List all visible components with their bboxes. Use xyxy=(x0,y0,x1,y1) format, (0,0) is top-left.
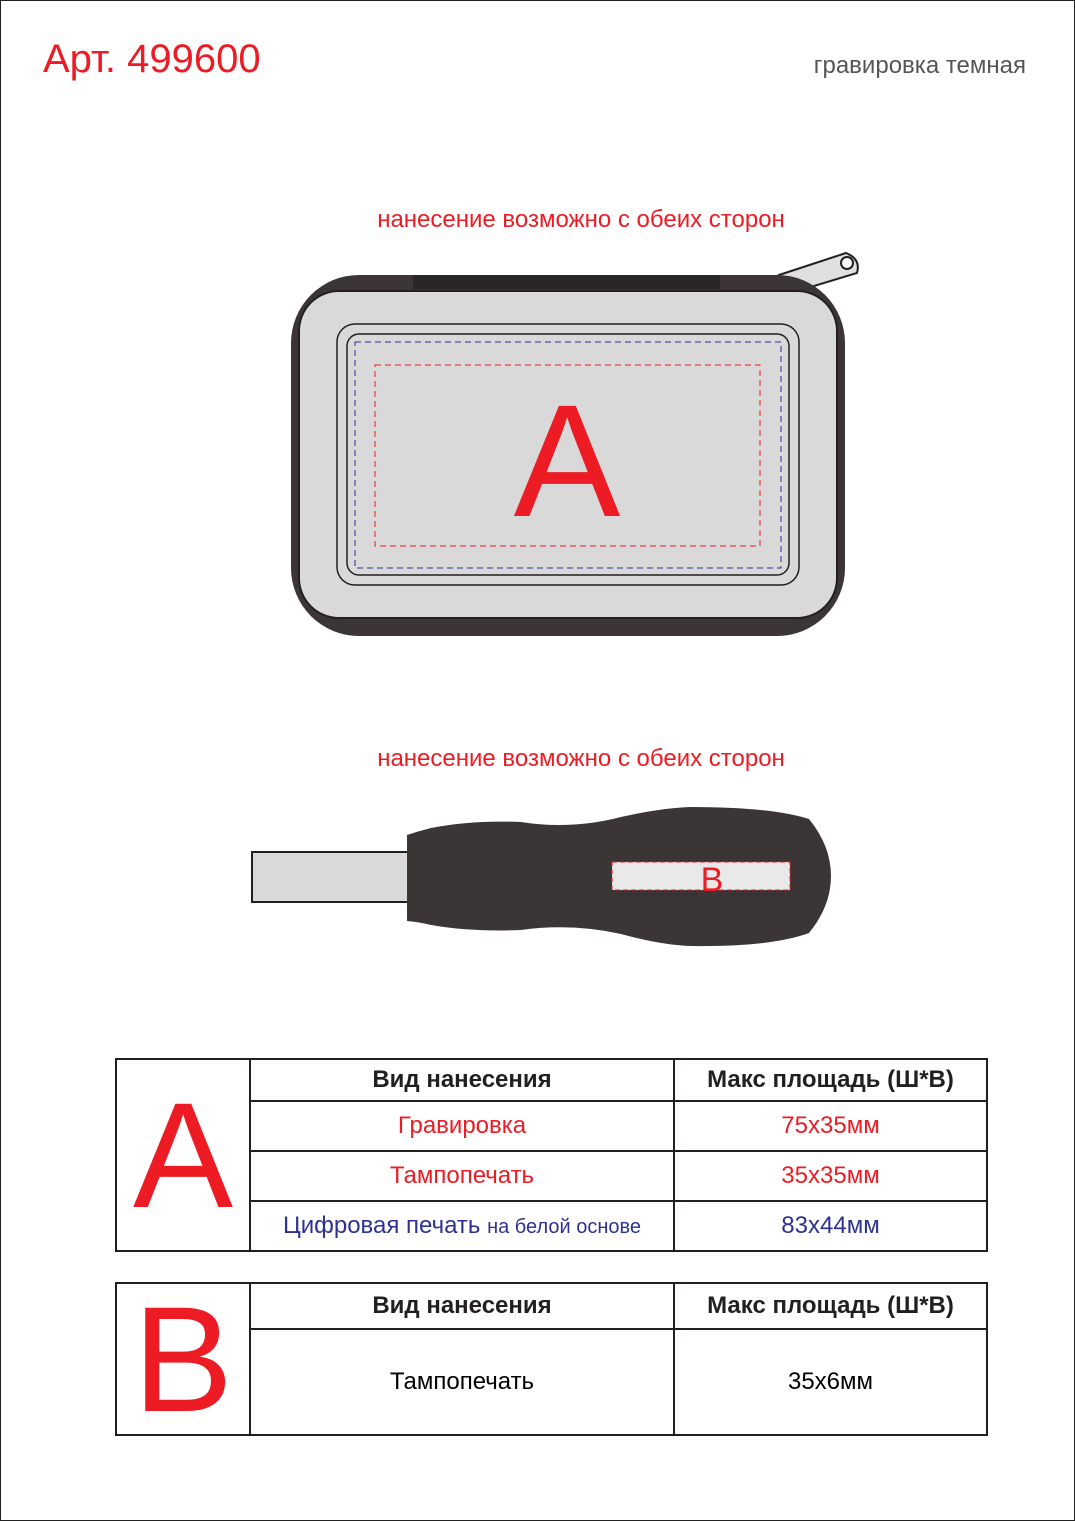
column-header-method: Вид нанесения xyxy=(250,1059,674,1101)
method-cell xyxy=(250,1201,674,1251)
table-a-letter: A xyxy=(116,1059,250,1251)
engraving-note: гравировка темная xyxy=(813,52,1026,79)
column-header-method: Вид нанесения xyxy=(250,1283,674,1329)
front-view-note: нанесение возможно с обеих сторон xyxy=(377,206,785,233)
product-illustration xyxy=(1,1,1074,1041)
article-number: Арт. 499600 xyxy=(43,37,261,81)
side-view-note: нанесение возможно с обеих сторон xyxy=(377,745,785,772)
side-strip xyxy=(252,852,412,902)
table-b-letter: B xyxy=(116,1283,250,1435)
area-cell: 75х35мм xyxy=(674,1101,987,1151)
table-header-row xyxy=(116,1283,987,1329)
case-side-view xyxy=(252,807,831,946)
area-cell: 83х44мм xyxy=(674,1201,987,1251)
method-cell: Тампопечать xyxy=(250,1329,674,1435)
area-cell: 35х6мм xyxy=(674,1329,987,1435)
zone-b-label: B xyxy=(700,861,724,899)
method-cell: Тампопечать xyxy=(250,1151,674,1201)
method-cell: Гравировка xyxy=(250,1101,674,1151)
method-main-text: Цифровая печать xyxy=(282,1212,481,1239)
table-zone-a xyxy=(115,1058,988,1252)
zipper-track xyxy=(413,275,720,289)
column-header-area: Макс площадь (Ш*В) xyxy=(674,1283,987,1329)
case-front-view xyxy=(291,253,858,636)
method-extra-text: на белой основе xyxy=(487,1216,642,1238)
table-header-row xyxy=(116,1059,987,1101)
column-header-area: Макс площадь (Ш*В) xyxy=(674,1059,987,1101)
table-zone-b xyxy=(115,1275,988,1443)
zone-a-label: A xyxy=(513,371,621,550)
area-cell: 35х35мм xyxy=(674,1151,987,1201)
